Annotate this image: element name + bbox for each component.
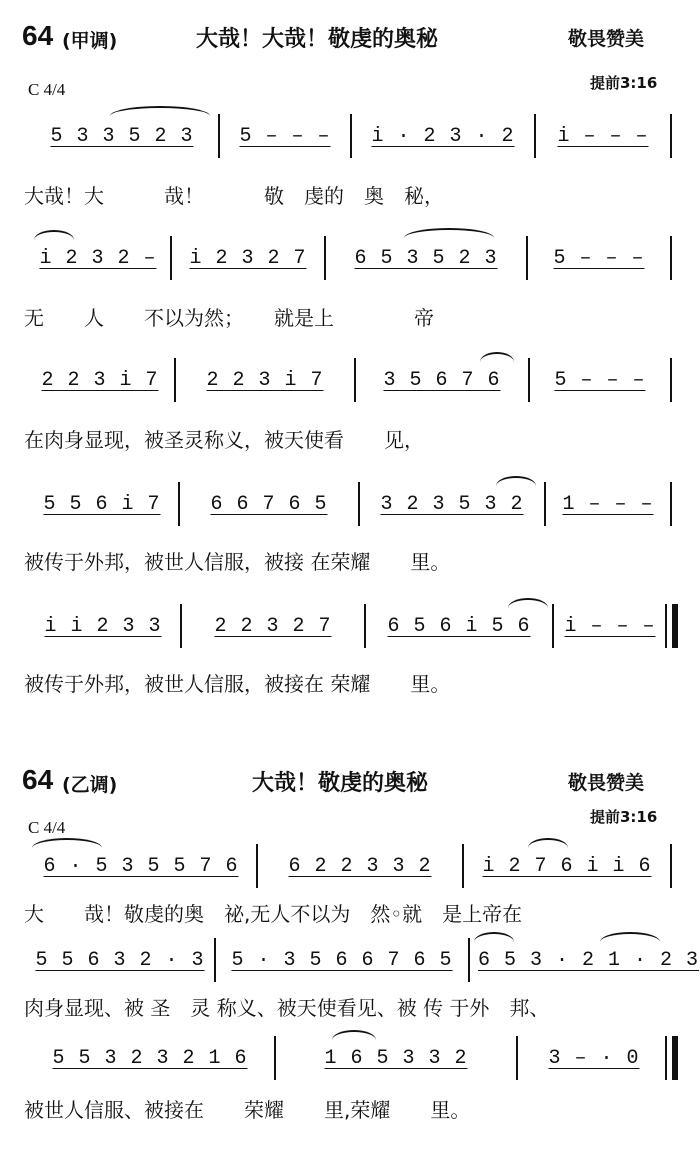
- measure: 6 6 7 6 5: [210, 492, 328, 516]
- measure: 5 5 6 3 2 · 3: [35, 948, 205, 972]
- barline: [516, 1036, 518, 1080]
- slur-mark: [32, 838, 102, 848]
- slur-mark: [508, 598, 548, 608]
- song-b-lyrics-2: 肉身显现、被 圣 灵 称义、被天使看见、被 传 于外 邦、: [24, 996, 550, 1020]
- song-a-lyrics-1: 大哉！大 哉！ 敬 虔的 奥 秘，: [24, 184, 444, 208]
- slur-mark: [496, 476, 536, 486]
- barline: [274, 1036, 276, 1080]
- barline: [528, 358, 530, 402]
- measure: i · 2 3 · 2: [371, 124, 515, 148]
- final-barline: [672, 1036, 678, 1080]
- measure: 5 5 3 2 3 2 1 6: [52, 1046, 248, 1070]
- slur-mark: [528, 838, 568, 848]
- song-b-lyrics-3: 被世人信服、被接在 荣耀 里,荣耀 里。: [24, 1098, 471, 1122]
- measure: 5 · 3 5 6 6 7 6 5: [231, 948, 453, 972]
- measure: 1 6 5 3 3 2: [324, 1046, 468, 1070]
- measure: i i 2 3 3: [44, 614, 162, 638]
- barline: [218, 114, 220, 158]
- final-barline: [672, 604, 678, 648]
- song-b-lyrics-1: 大 哉！敬虔的奥 祕,无人不以为 然◦就 是上帝在: [24, 902, 523, 926]
- measure: 6 5 3 · 2 1 · 2 3: [478, 948, 700, 972]
- barline: [544, 482, 546, 526]
- song-a-system-3: [28, 362, 678, 398]
- measure: 5 – – –: [239, 124, 331, 148]
- measure: 5 3 3 5 2 3: [50, 124, 194, 148]
- song-a-lyrics-2: 无 人 不以为然； 就是上 帝: [24, 306, 434, 330]
- song-a-system-2: [28, 240, 678, 276]
- barline: [526, 236, 528, 280]
- slur-mark: [110, 106, 210, 116]
- measure: i 2 3 2 –: [39, 246, 157, 270]
- song-b-number: 64: [22, 764, 54, 795]
- song-a-lyrics-5: 被传于外邦，被世人信服，被接在 荣耀 里。: [24, 672, 451, 696]
- barline: [170, 236, 172, 280]
- measure: 2 2 3 i 7: [41, 368, 159, 392]
- barline: [358, 482, 360, 526]
- barline: [324, 236, 326, 280]
- slur-mark: [600, 932, 660, 942]
- song-a-system-5: [28, 608, 678, 644]
- measure: 6 5 3 5 2 3: [354, 246, 498, 270]
- barline: [462, 844, 464, 888]
- barline: [354, 358, 356, 402]
- song-a-lyrics-3: 在肉身显现，被圣灵称义，被天使看 见，: [24, 428, 424, 452]
- barline: [534, 114, 536, 158]
- barline: [214, 938, 216, 982]
- barline: [552, 604, 554, 648]
- measure: i 2 3 2 7: [189, 246, 307, 270]
- measure: 3 – · 0: [548, 1046, 640, 1070]
- song-b-system-3: [28, 1040, 678, 1076]
- song-b-credit: 敬畏赞美: [568, 772, 645, 794]
- measure: i 2 7 6 i i 6: [482, 854, 652, 878]
- measure: 2 2 3 2 7: [214, 614, 332, 638]
- song-a-system-1: [28, 118, 678, 154]
- barline: [364, 604, 366, 648]
- song-b-lead-in: 提前3:16: [590, 808, 658, 826]
- measure: 2 2 3 i 7: [206, 368, 324, 392]
- measure: 5 – – –: [553, 246, 645, 270]
- slur-mark: [404, 228, 494, 238]
- song-a-lyrics-4: 被传于外邦，被世人信服，被接 在荣耀 里。: [24, 550, 451, 574]
- song-a-number: 64: [22, 20, 54, 51]
- barline: [468, 938, 470, 982]
- barline: [350, 114, 352, 158]
- barline: [670, 482, 672, 526]
- song-a-system-4: [28, 486, 678, 522]
- slur-mark: [34, 230, 74, 240]
- measure: 3 5 6 7 6: [383, 368, 501, 392]
- barline: [180, 604, 182, 648]
- barline: [174, 358, 176, 402]
- measure: 6 5 6 i 5 6: [387, 614, 531, 638]
- measure: 1 – – –: [562, 492, 654, 516]
- song-b-time-signature: C 4/4: [28, 818, 66, 837]
- barline: [670, 236, 672, 280]
- measure: 5 – – –: [554, 368, 646, 392]
- song-a-lead-in: 提前3:16: [590, 74, 658, 92]
- barline: [670, 844, 672, 888]
- barline: [256, 844, 258, 888]
- measure: 6 · 5 3 5 5 7 6: [43, 854, 239, 878]
- barline: [670, 358, 672, 402]
- song-a-credit: 敬畏赞美: [568, 28, 645, 50]
- slur-mark: [474, 932, 514, 942]
- measure: 3 2 3 5 3 2: [380, 492, 524, 516]
- song-b-title: 大哉！敬虔的奥秘: [252, 771, 429, 796]
- song-b-key: (乙调): [62, 774, 118, 796]
- song-b-system-2: [28, 942, 700, 978]
- slur-mark: [480, 352, 514, 362]
- measure: i – – –: [564, 614, 656, 638]
- measure: i – – –: [557, 124, 649, 148]
- barline: [178, 482, 180, 526]
- barline: [670, 114, 672, 158]
- measure: 5 5 6 i 7: [43, 492, 161, 516]
- measure: 6 2 2 3 3 2: [288, 854, 432, 878]
- song-a-time-signature: C 4/4: [28, 80, 66, 99]
- slur-mark: [332, 1030, 376, 1040]
- song-b-system-1: [28, 848, 678, 884]
- song-a-key: (甲调): [62, 30, 118, 52]
- song-a-title: 大哉！大哉！敬虔的奥秘: [196, 27, 439, 52]
